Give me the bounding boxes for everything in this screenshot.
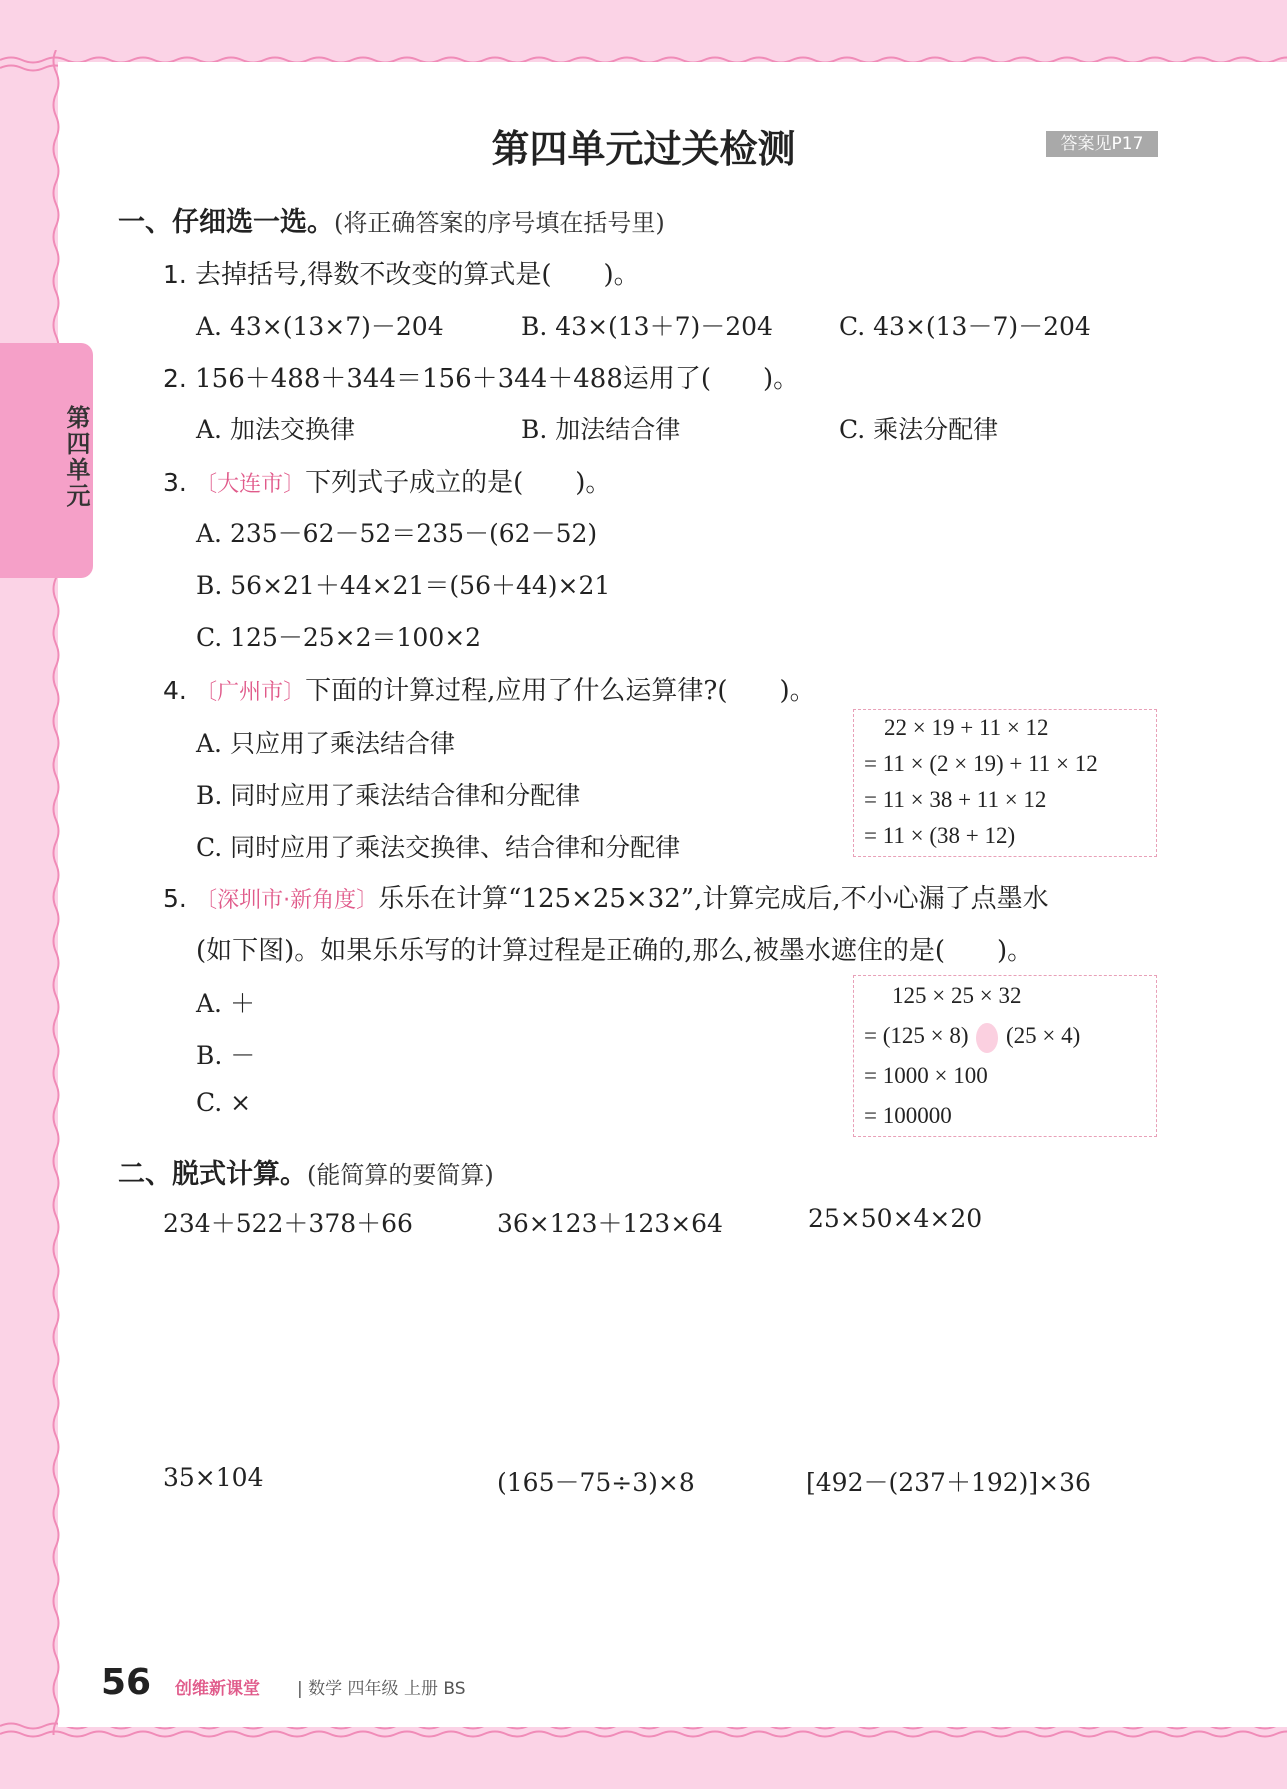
question-3 <box>163 462 611 499</box>
question-2-text: 156＋488＋344＝156＋344＋488运用了( )。 <box>195 364 800 394</box>
question-5-calc-line-2 <box>864 1016 1156 1056</box>
question-1-option-a: A. 43×(13×7)－204 <box>196 312 444 341</box>
question-3-text: 下列式子成立的是( )。 <box>305 468 612 498</box>
section2-note: (能简算的要简算) <box>307 1161 494 1189</box>
question-2 <box>163 358 799 395</box>
page-number: 56 <box>101 1662 152 1703</box>
calc-problem-6: [492－(237＋192)]×36 <box>806 1468 1091 1497</box>
question-4-number: 4. <box>163 676 187 705</box>
question-1-text: 去掉括号,得数不改变的算式是( )。 <box>195 260 640 290</box>
left-wave-border <box>44 50 68 1735</box>
question-3-option-a: A. 235－62－52＝235－(62－52) <box>196 519 598 548</box>
calc-problem-3: 25×50×4×20 <box>808 1204 983 1233</box>
question-5-option-a: A. ＋ <box>196 989 255 1018</box>
footer-info: | 数学 四年级 上册 BS <box>297 1679 466 1699</box>
question-3-source-tag: 〔大连市〕 <box>195 472 306 497</box>
footer-brand: 创维新课堂 <box>175 1679 260 1699</box>
question-3-option-c: C. 125－25×2＝100×2 <box>196 623 482 652</box>
calc-problem-5: (165－75÷3)×8 <box>497 1468 695 1497</box>
question-5-calc-line-2-right: (25 × 4) <box>1006 1023 1081 1048</box>
page-title: 第四单元过关检测 <box>491 127 796 171</box>
question-2-option-a: A. 加法交换律 <box>196 415 355 444</box>
section1-heading: 一、仔细选一选。 <box>118 207 334 238</box>
calc-problem-1: 234＋522＋378＋66 <box>163 1209 413 1238</box>
question-4-option-b: B. 同时应用了乘法结合律和分配律 <box>196 781 581 810</box>
question-4-text: 下面的计算过程,应用了什么运算律?( )。 <box>305 676 816 706</box>
question-2-option-b: B. 加法结合律 <box>521 415 681 444</box>
calc-problem-4: 35×104 <box>163 1463 264 1492</box>
question-5-text-line-2: (如下图)。如果乐乐写的计算过程是正确的,那么,被墨水遮住的是( )。 <box>196 936 1034 966</box>
section2-header <box>118 1152 494 1191</box>
question-5-calc-line-1: 125 × 25 × 32 <box>892 983 1022 1008</box>
question-2-number: 2. <box>163 364 187 393</box>
question-5-option-c: C. × <box>196 1088 252 1117</box>
question-1-number: 1. <box>163 260 187 289</box>
question-4-calc-line-1: 22 × 19 + 11 × 12 <box>884 715 1049 740</box>
answer-reference-badge: 答案见P17 <box>1046 131 1158 157</box>
question-5-calculation-box <box>853 975 1157 1137</box>
calc-problem-2: 36×123＋123×64 <box>497 1209 723 1238</box>
question-5-option-b: B. － <box>196 1041 256 1070</box>
question-4-calc-line-2: = 11 × (2 × 19) + 11 × 12 <box>864 751 1098 776</box>
ink-blot <box>976 1023 998 1053</box>
question-3-number: 3. <box>163 468 187 497</box>
question-5-text-line-1: 乐乐在计算“125×25×32”,计算完成后,不小心漏了点墨水 <box>378 884 1049 914</box>
question-1-option-b: B. 43×(13＋7)－204 <box>521 312 773 341</box>
question-4-option-c: C. 同时应用了乘法交换律、结合律和分配律 <box>196 833 681 862</box>
question-2-option-c: C. 乘法分配律 <box>839 415 999 444</box>
question-5-line-1 <box>163 878 1049 915</box>
question-4-option-a: A. 只应用了乘法结合律 <box>196 729 455 758</box>
question-5-source-tag: 〔深圳市·新角度〕 <box>195 888 379 913</box>
question-4-calc-line-3: = 11 × 38 + 11 × 12 <box>864 787 1047 812</box>
section2-heading: 二、脱式计算。 <box>118 1159 307 1190</box>
question-4-calculation-box <box>853 709 1157 857</box>
question-4-calc-line-4: = 11 × (38 + 12) <box>864 823 1016 848</box>
question-1 <box>163 254 640 291</box>
question-5-number: 5. <box>163 884 187 913</box>
question-3-option-b: B. 56×21＋44×21＝(56＋44)×21 <box>196 571 611 600</box>
question-5-calc-line-3: = 1000 × 100 <box>864 1063 988 1088</box>
question-5-calc-line-2-left: = (125 × 8) <box>864 1023 969 1048</box>
unit-side-tab-label: 第四单元 <box>62 405 90 509</box>
question-5-calc-line-4: = 100000 <box>864 1103 952 1128</box>
section1-note: (将正确答案的序号填在括号里) <box>334 209 665 237</box>
question-1-option-c: C. 43×(13－7)－204 <box>839 312 1091 341</box>
question-4 <box>163 670 816 707</box>
section1-header <box>118 200 665 239</box>
question-4-source-tag: 〔广州市〕 <box>195 680 306 705</box>
